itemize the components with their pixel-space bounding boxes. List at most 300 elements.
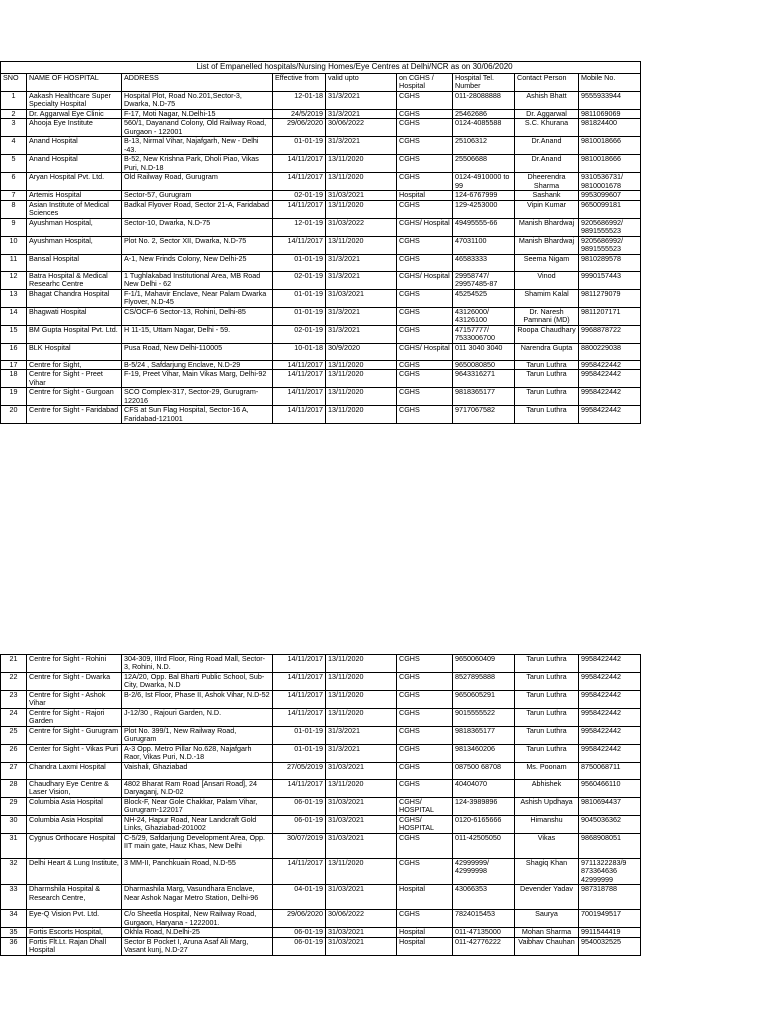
cell-on: CGHS: [397, 726, 453, 744]
cell-name: Dr. Aggarwal Eye Clinic: [27, 109, 122, 118]
cell-address: 1 Tughlakabad Institutional Area, MB Road New Delhi - 62: [122, 271, 273, 289]
cell-sno: 8: [1, 200, 27, 218]
cell-effective: 14/11/2017: [273, 708, 326, 726]
cell-address: Plot No. 2, Sector XII, Dwarka, N.D-75: [122, 236, 273, 254]
cell-address: Hospital Plot, Road No.201,Sector-3, Dwarka, N.D-75: [122, 92, 273, 110]
cell-name: Fortis Flt.Lt. Rajan Dhall Hospital: [27, 937, 122, 955]
cell-effective: 29/06/2020: [273, 910, 326, 928]
cell-name: Dharmshila Hospital & Research Centre,: [27, 885, 122, 910]
cell-valid: 31/03/2022: [326, 218, 397, 236]
cell-valid: 13/11/2020: [326, 779, 397, 797]
table-row: [1, 289, 641, 307]
cell-effective: 01-01-19: [273, 307, 326, 325]
cell-on: CGHS: [397, 388, 453, 406]
cell-contact: Shamim Kalal: [515, 289, 579, 307]
cell-contact: S.C. Khurana: [515, 119, 579, 137]
cell-tel: 011-42505050: [453, 833, 515, 858]
cell-name: Centre for Sight - Preet Vihar: [27, 370, 122, 388]
cell-name: Eye-Q Vision Pvt. Ltd.: [27, 910, 122, 928]
cell-name: Centre for Sight - Rajori Garden: [27, 708, 122, 726]
cell-mobile: 9310536731/ 9810001678: [579, 173, 641, 191]
cell-on: CGHS: [397, 173, 453, 191]
cell-contact: Saurya: [515, 910, 579, 928]
cell-contact: Himanshu: [515, 815, 579, 833]
cell-sno: 36: [1, 937, 27, 955]
cell-tel: 124-3989896: [453, 797, 515, 815]
cell-effective: 01-01-19: [273, 744, 326, 762]
cell-valid: 31/3/2021: [326, 254, 397, 271]
cell-sno: 35: [1, 928, 27, 937]
cell-effective: 12-01-19: [273, 218, 326, 236]
cell-name: Centre for Sight,: [27, 360, 122, 369]
cell-contact: Tarun Luthra: [515, 655, 579, 673]
cell-contact: Tarun Luthra: [515, 726, 579, 744]
cell-on: CGHS: [397, 708, 453, 726]
cell-valid: 13/11/2020: [326, 236, 397, 254]
cell-sno: 1: [1, 92, 27, 110]
cell-name: Columbia Asia Hospital: [27, 797, 122, 815]
cell-tel: 9650060409: [453, 655, 515, 673]
cell-tel: 46583333: [453, 254, 515, 271]
table-row: [1, 833, 641, 858]
cell-mobile: 9811069069: [579, 109, 641, 118]
cell-mobile: 9045036362: [579, 815, 641, 833]
cell-sno: 6: [1, 173, 27, 191]
table-row: [1, 236, 641, 254]
cell-sno: 9: [1, 218, 27, 236]
cell-tel: 011-42776222: [453, 937, 515, 955]
cell-mobile: 9810694437: [579, 797, 641, 815]
hospital-table-page-1: [0, 61, 641, 424]
cell-mobile: 9911544419: [579, 928, 641, 937]
table-row: [1, 885, 641, 910]
cell-sno: 7: [1, 191, 27, 200]
cell-mobile: 9555933944: [579, 92, 641, 110]
cell-tel: 129-4253000: [453, 200, 515, 218]
cell-contact: Abhishek: [515, 779, 579, 797]
cell-valid: 31/03/2021: [326, 797, 397, 815]
cell-on: CGHS/ HOSPITAL: [397, 797, 453, 815]
table-row: [1, 109, 641, 118]
cell-valid: 13/11/2020: [326, 370, 397, 388]
cell-valid: 13/11/2020: [326, 200, 397, 218]
cell-address: H 11-15, Uttam Nagar, Delhi - 59.: [122, 325, 273, 343]
cell-tel: 011-47135000: [453, 928, 515, 937]
cell-name: Fortis Escorts Hospital,: [27, 928, 122, 937]
cell-tel: 7824015453: [453, 910, 515, 928]
table-row: [1, 218, 641, 236]
cell-on: Hospital: [397, 928, 453, 937]
table-row: [1, 672, 641, 690]
cell-contact: Seema Nigam: [515, 254, 579, 271]
cell-address: Vaishali, Ghaziabad: [122, 762, 273, 779]
cell-tel: 8527895888: [453, 672, 515, 690]
cell-address: SCO Complex-317, Sector-29, Gurugram-122016: [122, 388, 273, 406]
cell-on: CGHS: [397, 744, 453, 762]
header-name: NAME OF HOSPITAL: [27, 74, 122, 92]
cell-valid: 30/06/2022: [326, 910, 397, 928]
table-row: [1, 191, 641, 200]
cell-sno: 24: [1, 708, 27, 726]
cell-effective: 14/11/2017: [273, 388, 326, 406]
cell-address: C/o Sheetla Hospital, New Railway Road, Gurgaon, Haryana - 1222001.: [122, 910, 273, 928]
cell-address: 12A/20, Opp. Bal Bharti Public School, Sub-City, Dwarka, N.D: [122, 672, 273, 690]
cell-valid: 13/11/2020: [326, 173, 397, 191]
cell-name: BM Gupta Hospital Pvt. Ltd.: [27, 325, 122, 343]
cell-mobile: 9958422442: [579, 726, 641, 744]
cell-mobile: 9205686992/ 9891555523: [579, 236, 641, 254]
cell-valid: 31/3/2021: [326, 744, 397, 762]
cell-sno: 19: [1, 388, 27, 406]
header-valid: valid upto: [326, 74, 397, 92]
cell-mobile: 987318788: [579, 885, 641, 910]
cell-address: B-13, Nirmal Vihar, Najafgarh, New - Delhi -43.: [122, 137, 273, 155]
cell-effective: 01-01-19: [273, 289, 326, 307]
cell-address: Sector-10, Dwarka, N.D-75: [122, 218, 273, 236]
cell-on: CGHS: [397, 325, 453, 343]
cell-valid: 31/03/2021: [326, 833, 397, 858]
cell-sno: 5: [1, 155, 27, 173]
cell-contact: Tarun Luthra: [515, 744, 579, 762]
cell-name: Centre for Sight - Rohini: [27, 655, 122, 673]
cell-effective: 10-01-18: [273, 343, 326, 360]
cell-name: Centre for Sight - Faridabad: [27, 406, 122, 424]
cell-name: Centre for Sight - Gurgoan: [27, 388, 122, 406]
header-address: ADDRESS: [122, 74, 273, 92]
cell-contact: Vipin Kumar: [515, 200, 579, 218]
cell-on: CGHS: [397, 833, 453, 858]
cell-on: CGHS: [397, 254, 453, 271]
cell-on: CGHS/ Hospital: [397, 271, 453, 289]
cell-mobile: 9810289578: [579, 254, 641, 271]
cell-sno: 11: [1, 254, 27, 271]
table-row: [1, 708, 641, 726]
cell-address: F-17, Moti Nagar, N.Delhi-15: [122, 109, 273, 118]
cell-valid: 31/3/2021: [326, 109, 397, 118]
cell-effective: 27/05/2019: [273, 762, 326, 779]
cell-sno: 21: [1, 655, 27, 673]
cell-on: Hospital: [397, 191, 453, 200]
cell-valid: 13/11/2020: [326, 155, 397, 173]
cell-effective: 14/11/2017: [273, 858, 326, 884]
cell-valid: 13/11/2020: [326, 672, 397, 690]
cell-effective: 14/11/2017: [273, 155, 326, 173]
cell-sno: 22: [1, 672, 27, 690]
table-row: [1, 779, 641, 797]
cell-valid: 31/03/2021: [326, 289, 397, 307]
cell-tel: 0124-4085588: [453, 119, 515, 137]
cell-contact: Manish Bhardwaj: [515, 218, 579, 236]
cell-on: CGHS: [397, 779, 453, 797]
cell-on: CGHS/ HOSPITAL: [397, 815, 453, 833]
cell-valid: 31/03/2021: [326, 191, 397, 200]
cell-on: CGHS: [397, 92, 453, 110]
cell-mobile: 9650099181: [579, 200, 641, 218]
cell-on: CGHS: [397, 137, 453, 155]
cell-tel: 9818365177: [453, 388, 515, 406]
cell-mobile: 9811279079: [579, 289, 641, 307]
cell-mobile: 9205686992/ 9891555523: [579, 218, 641, 236]
cell-on: CGHS: [397, 370, 453, 388]
cell-name: Center for Sight - Vikas Puri: [27, 744, 122, 762]
cell-address: NH-24, Hapur Road, Near Landcraft Gold Links, Ghaziabad-201002: [122, 815, 273, 833]
table-row: [1, 744, 641, 762]
cell-valid: 13/11/2020: [326, 406, 397, 424]
cell-on: CGHS: [397, 690, 453, 708]
cell-contact: Dr. Aggarwal: [515, 109, 579, 118]
cell-name: Anand Hospital: [27, 155, 122, 173]
cell-contact: Ms. Poonam: [515, 762, 579, 779]
cell-contact: Tarun Luthra: [515, 672, 579, 690]
cell-on: CGHS: [397, 672, 453, 690]
cell-effective: 29/06/2020: [273, 119, 326, 137]
hospital-table-page-2: [0, 654, 641, 956]
cell-contact: Roopa Chaudhary: [515, 325, 579, 343]
cell-valid: 31/03/2021: [326, 762, 397, 779]
cell-contact: Tarun Luthra: [515, 690, 579, 708]
table-row: [1, 325, 641, 343]
cell-contact: Tarun Luthra: [515, 388, 579, 406]
cell-contact: Tarun Luthra: [515, 406, 579, 424]
table-row: [1, 858, 641, 884]
cell-sno: 26: [1, 744, 27, 762]
cell-address: Sector B Pocket I, Aruna Asaf Ali Marg, Vasant kunj, N.D-27: [122, 937, 273, 955]
cell-effective: 06-01-19: [273, 815, 326, 833]
cell-on: CGHS: [397, 119, 453, 137]
cell-sno: 34: [1, 910, 27, 928]
cell-tel: 011 3040 3040: [453, 343, 515, 360]
cell-contact: Tarun Luthra: [515, 370, 579, 388]
cell-tel: 25106312: [453, 137, 515, 155]
cell-tel: 43126000/ 43126100: [453, 307, 515, 325]
cell-name: Ahooja Eye Institute: [27, 119, 122, 137]
cell-on: CGHS/ Hospital: [397, 218, 453, 236]
cell-tel: 42999999/ 42999998: [453, 858, 515, 884]
cell-mobile: 9958422442: [579, 388, 641, 406]
cell-mobile: 9958422442: [579, 406, 641, 424]
cell-name: Centre for Sight - Dwarka: [27, 672, 122, 690]
cell-effective: 14/11/2017: [273, 690, 326, 708]
cell-tel: 9813460206: [453, 744, 515, 762]
cell-valid: 13/11/2020: [326, 690, 397, 708]
cell-on: CGHS: [397, 109, 453, 118]
cell-on: CGHS: [397, 200, 453, 218]
cell-on: CGHS: [397, 655, 453, 673]
cell-tel: 9643316271: [453, 370, 515, 388]
cell-name: Centre for Sight - Ashok Vihar: [27, 690, 122, 708]
cell-valid: 31/03/2021: [326, 937, 397, 955]
cell-effective: 02-01-19: [273, 271, 326, 289]
cell-tel: 29958747/ 29957485-87: [453, 271, 515, 289]
cell-contact: Ashish Updhaya: [515, 797, 579, 815]
cell-sno: 17: [1, 360, 27, 369]
cell-contact: Vaibhav Chauhan: [515, 937, 579, 955]
cell-name: Chandra Laxmi Hospital: [27, 762, 122, 779]
cell-contact: Vinod: [515, 271, 579, 289]
cell-valid: 31/03/2021: [326, 815, 397, 833]
cell-address: 304-309, IIIrd Floor, Ring Road Mall, Sector-3, Rohini, N.D.: [122, 655, 273, 673]
cell-address: Old Railway Road, Gurugram: [122, 173, 273, 191]
cell-mobile: 9958422442: [579, 655, 641, 673]
cell-tel: 124-6767999: [453, 191, 515, 200]
cell-tel: 0124-4910000 to 99: [453, 173, 515, 191]
header-tel: Hospital Tel. Number: [453, 74, 515, 92]
cell-on: CGHS: [397, 155, 453, 173]
cell-sno: 10: [1, 236, 27, 254]
cell-mobile: 9953099607: [579, 191, 641, 200]
cell-mobile: 9958422442: [579, 690, 641, 708]
cell-effective: 14/11/2017: [273, 779, 326, 797]
cell-effective: 12-01-18: [273, 92, 326, 110]
cell-valid: 13/11/2020: [326, 360, 397, 369]
header-contact: Contact Person: [515, 74, 579, 92]
cell-mobile: 9811207171: [579, 307, 641, 325]
header-row: [1, 74, 641, 92]
cell-mobile: 9958422442: [579, 708, 641, 726]
cell-name: Bhagat Chandra Hospital: [27, 289, 122, 307]
cell-address: B-2/6, Ist Floor, Phase II, Ashok Vihar, N.D-52: [122, 690, 273, 708]
cell-effective: 01-01-19: [273, 726, 326, 744]
cell-valid: 31/3/2021: [326, 325, 397, 343]
cell-sno: 14: [1, 307, 27, 325]
cell-sno: 33: [1, 885, 27, 910]
cell-sno: 29: [1, 797, 27, 815]
table-row: [1, 92, 641, 110]
table-row: [1, 690, 641, 708]
cell-sno: 15: [1, 325, 27, 343]
cell-address: 4802 Bharat Ram Road [Ansari Road], 24 Daryaganj, N.D-02: [122, 779, 273, 797]
cell-mobile: 9868908051: [579, 833, 641, 858]
cell-mobile: 9958422442: [579, 672, 641, 690]
cell-name: Ayushman Hospital,: [27, 236, 122, 254]
cell-tel: 9717067582: [453, 406, 515, 424]
table-row: [1, 370, 641, 388]
table-row: [1, 388, 641, 406]
table-row: [1, 937, 641, 955]
cell-tel: 49495555-66: [453, 218, 515, 236]
cell-effective: 24/5/2019: [273, 109, 326, 118]
cell-address: C-5/29, Safdarjung Development Area, Opp. IIT main gate, Hauz Khas, New Delhi: [122, 833, 273, 858]
cell-sno: 3: [1, 119, 27, 137]
cell-contact: Dr. Naresh Pamnani (MD): [515, 307, 579, 325]
table-row: [1, 655, 641, 673]
cell-name: Columbia Asia Hospital: [27, 815, 122, 833]
cell-on: CGHS: [397, 236, 453, 254]
cell-sno: 2: [1, 109, 27, 118]
cell-tel: 25506688: [453, 155, 515, 173]
cell-address: B-5/24 , Safdarjung Enclave, N.D-29: [122, 360, 273, 369]
cell-mobile: 981824400: [579, 119, 641, 137]
cell-contact: Tarun Luthra: [515, 360, 579, 369]
cell-address: Badkal Flyover Road, Sector 21-A, Faridabad: [122, 200, 273, 218]
cell-mobile: 7001949517: [579, 910, 641, 928]
cell-effective: 14/11/2017: [273, 236, 326, 254]
cell-address: Okhla Road, N.Delhi-25: [122, 928, 273, 937]
cell-name: Centre for Sight - Gurugram: [27, 726, 122, 744]
cell-effective: 01-01-19: [273, 137, 326, 155]
cell-mobile: 9810018666: [579, 137, 641, 155]
cell-tel: 45254525: [453, 289, 515, 307]
cell-address: Sector-57, Gurugram: [122, 191, 273, 200]
document-title: List of Empanelled hospitals/Nursing Homes/Eye Centres at Delhi/NCR as on 30/06/2020: [1, 62, 641, 74]
cell-address: Dharmashila Marg, Vasundhara Enclave, Near Ashok Nagar Metro Station, Delhi-96: [122, 885, 273, 910]
cell-address: A-3 Opp. Metro Pillar No.628, Najafgarh Raor, Vikas Puri, N.D.-18: [122, 744, 273, 762]
cell-mobile: 9990157443: [579, 271, 641, 289]
cell-effective: 01-01-19: [273, 254, 326, 271]
cell-on: CGHS/ Hospital: [397, 343, 453, 360]
cell-sno: 28: [1, 779, 27, 797]
cell-sno: 18: [1, 370, 27, 388]
cell-valid: 31/3/2021: [326, 307, 397, 325]
cell-contact: Ashish Bhatt: [515, 92, 579, 110]
cell-tel: 25462686: [453, 109, 515, 118]
cell-address: Block-F, Near Gole Chakkar, Palam Vihar, Gurugram-122017: [122, 797, 273, 815]
cell-effective: 14/11/2017: [273, 655, 326, 673]
header-on: on CGHS / Hospital: [397, 74, 453, 92]
cell-contact: Dheerendra Sharma: [515, 173, 579, 191]
table-row: [1, 910, 641, 928]
cell-valid: 30/06/2022: [326, 119, 397, 137]
cell-address: CFS at Sun Flag Hospital, Sector-16 A, Faridabad-121001: [122, 406, 273, 424]
cell-valid: 13/11/2020: [326, 655, 397, 673]
cell-address: 560/1, Dayanand Colony, Old Railway Road, Gurgaon - 122001: [122, 119, 273, 137]
cell-address: F-1/1, Mahavir Enclave, Near Palam Dwarka Flyover, N.D-45: [122, 289, 273, 307]
cell-effective: 02-01-19: [273, 191, 326, 200]
cell-sno: 30: [1, 815, 27, 833]
table-row: [1, 928, 641, 937]
cell-sno: 31: [1, 833, 27, 858]
cell-on: CGHS: [397, 307, 453, 325]
cell-name: Asian Institute of Medical Sciences: [27, 200, 122, 218]
cell-tel: 47031100: [453, 236, 515, 254]
cell-effective: 30/07/2019: [273, 833, 326, 858]
table-row: [1, 271, 641, 289]
cell-effective: 04-01-19: [273, 885, 326, 910]
header-effective: Effective from: [273, 74, 326, 92]
cell-effective: 14/11/2017: [273, 173, 326, 191]
cell-valid: 31/3/2021: [326, 271, 397, 289]
cell-on: Hospital: [397, 885, 453, 910]
cell-effective: 14/11/2017: [273, 360, 326, 369]
cell-sno: 20: [1, 406, 27, 424]
cell-contact: Shagiq Khan: [515, 858, 579, 884]
cell-name: Bansal Hospital: [27, 254, 122, 271]
cell-contact: Devender Yadav: [515, 885, 579, 910]
cell-mobile: 9958422442: [579, 744, 641, 762]
header-sno: SNO: [1, 74, 27, 92]
cell-mobile: 9958422442: [579, 370, 641, 388]
cell-name: Delhi Heart & Lung Institute,: [27, 858, 122, 884]
cell-address: Pusa Road, New Delhi-110005: [122, 343, 273, 360]
cell-mobile: 8800229038: [579, 343, 641, 360]
cell-tel: 9650080850: [453, 360, 515, 369]
table-row: [1, 137, 641, 155]
table-row: [1, 360, 641, 369]
cell-contact: Vikas: [515, 833, 579, 858]
cell-tel: 47157777/ 7533006700: [453, 325, 515, 343]
cell-sno: 32: [1, 858, 27, 884]
cell-sno: 23: [1, 690, 27, 708]
cell-effective: 02-01-19: [273, 325, 326, 343]
cell-valid: 13/11/2020: [326, 708, 397, 726]
cell-tel: 43066353: [453, 885, 515, 910]
cell-mobile: 9958422442: [579, 360, 641, 369]
cell-address: F-19, Preet Vihar, Main Vikas Marg, Delhi-92: [122, 370, 273, 388]
cell-name: Ayushman Hospital,: [27, 218, 122, 236]
cell-address: 3 MM-II, Panchkuain Road, N.D-55: [122, 858, 273, 884]
cell-address: B-52, New Krishna Park, Dholi Piao, Vikas Puri, N.D-18: [122, 155, 273, 173]
cell-on: Hospital: [397, 937, 453, 955]
